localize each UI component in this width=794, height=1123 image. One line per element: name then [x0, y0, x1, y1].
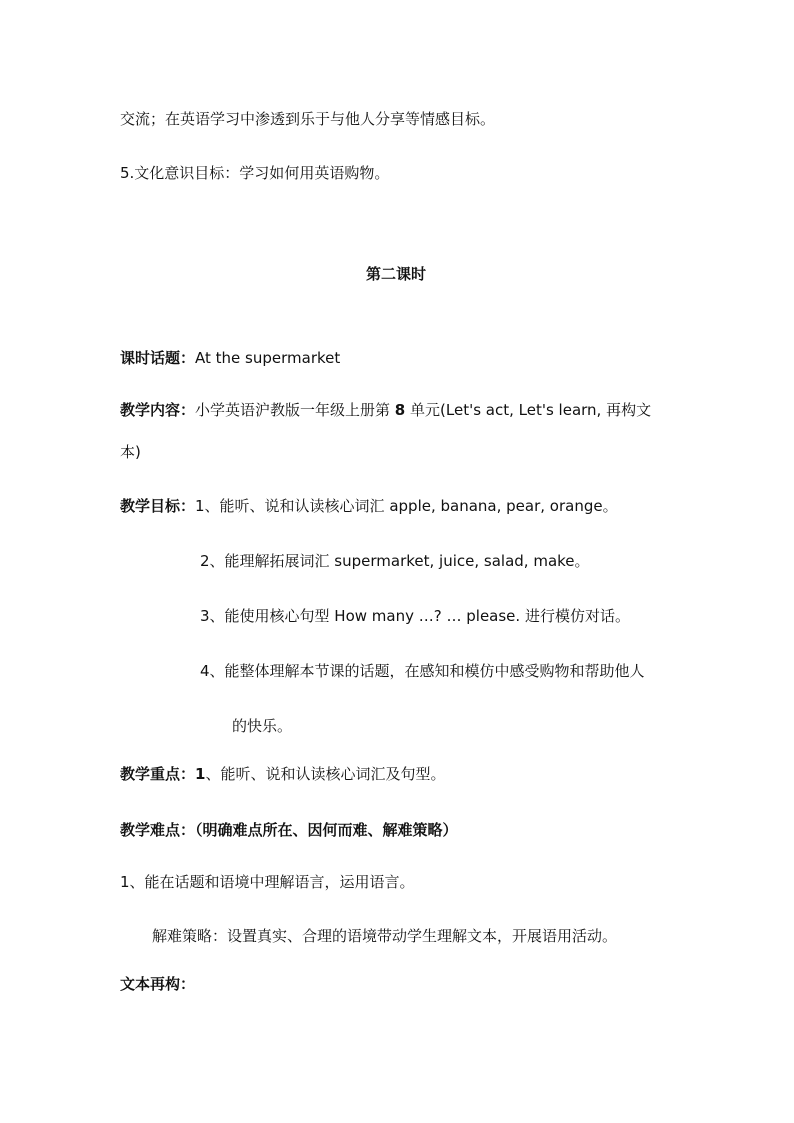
topic-label: 课时话题： [120, 349, 196, 367]
topic-value: At the supermarket [195, 349, 341, 367]
key-point-text: 、能听、说和认读核心词汇及句型。 [205, 765, 446, 783]
objective-item: 4、能整体理解本节课的话题，在感知和模仿中感受购物和帮助他人 [200, 662, 645, 680]
paragraph-line: 5.文化意识目标：学习如何用英语购物。 [120, 164, 390, 182]
content-text: (Let's act, Let's learn, 再构文 [440, 401, 652, 419]
content-text: 小学英语沪教版一年级上册第 [195, 401, 395, 419]
key-points-label: 教学重点： [120, 765, 196, 783]
section-title: 第二课时 [366, 265, 427, 283]
key-points-line [120, 764, 445, 784]
content-text: 单元 [405, 401, 441, 419]
strategy-line: 解难策略：设置真实、合理的语境带动学生理解文本，开展语用活动。 [152, 927, 618, 945]
difficulties-note: （明确难点所在、因何而难、解难策略） [195, 821, 458, 839]
paragraph-line: 交流；在英语学习中渗透到乐于与他人分享等情感目标。 [120, 110, 496, 128]
difficulties-label: 教学难点： [120, 821, 196, 839]
objective-item: 3、能使用核心句型 How many …? … please. 进行模仿对话。 [200, 607, 630, 625]
objective-item: 1、能听、说和认读核心词汇 apple, banana, pear, orange。 [195, 497, 618, 515]
objective-item-cont: 的快乐。 [232, 717, 293, 735]
difficulty-item: 1、能在话题和语境中理解语言，运用语言。 [120, 873, 415, 891]
objective-item: 2、能理解拓展词汇 supermarket, juice, salad, make。 [200, 552, 590, 570]
topic-line [120, 348, 340, 368]
content-line-cont: 本) [120, 443, 141, 461]
objectives-label: 教学目标： [120, 497, 196, 515]
content-label: 教学内容： [120, 401, 196, 419]
key-point-number: 1 [195, 765, 206, 783]
objective-line [120, 496, 618, 516]
difficulties-line [120, 820, 458, 840]
unit-number: 8 [394, 401, 406, 419]
rebuild-label: 文本再构： [120, 975, 196, 993]
content-line [120, 400, 651, 420]
